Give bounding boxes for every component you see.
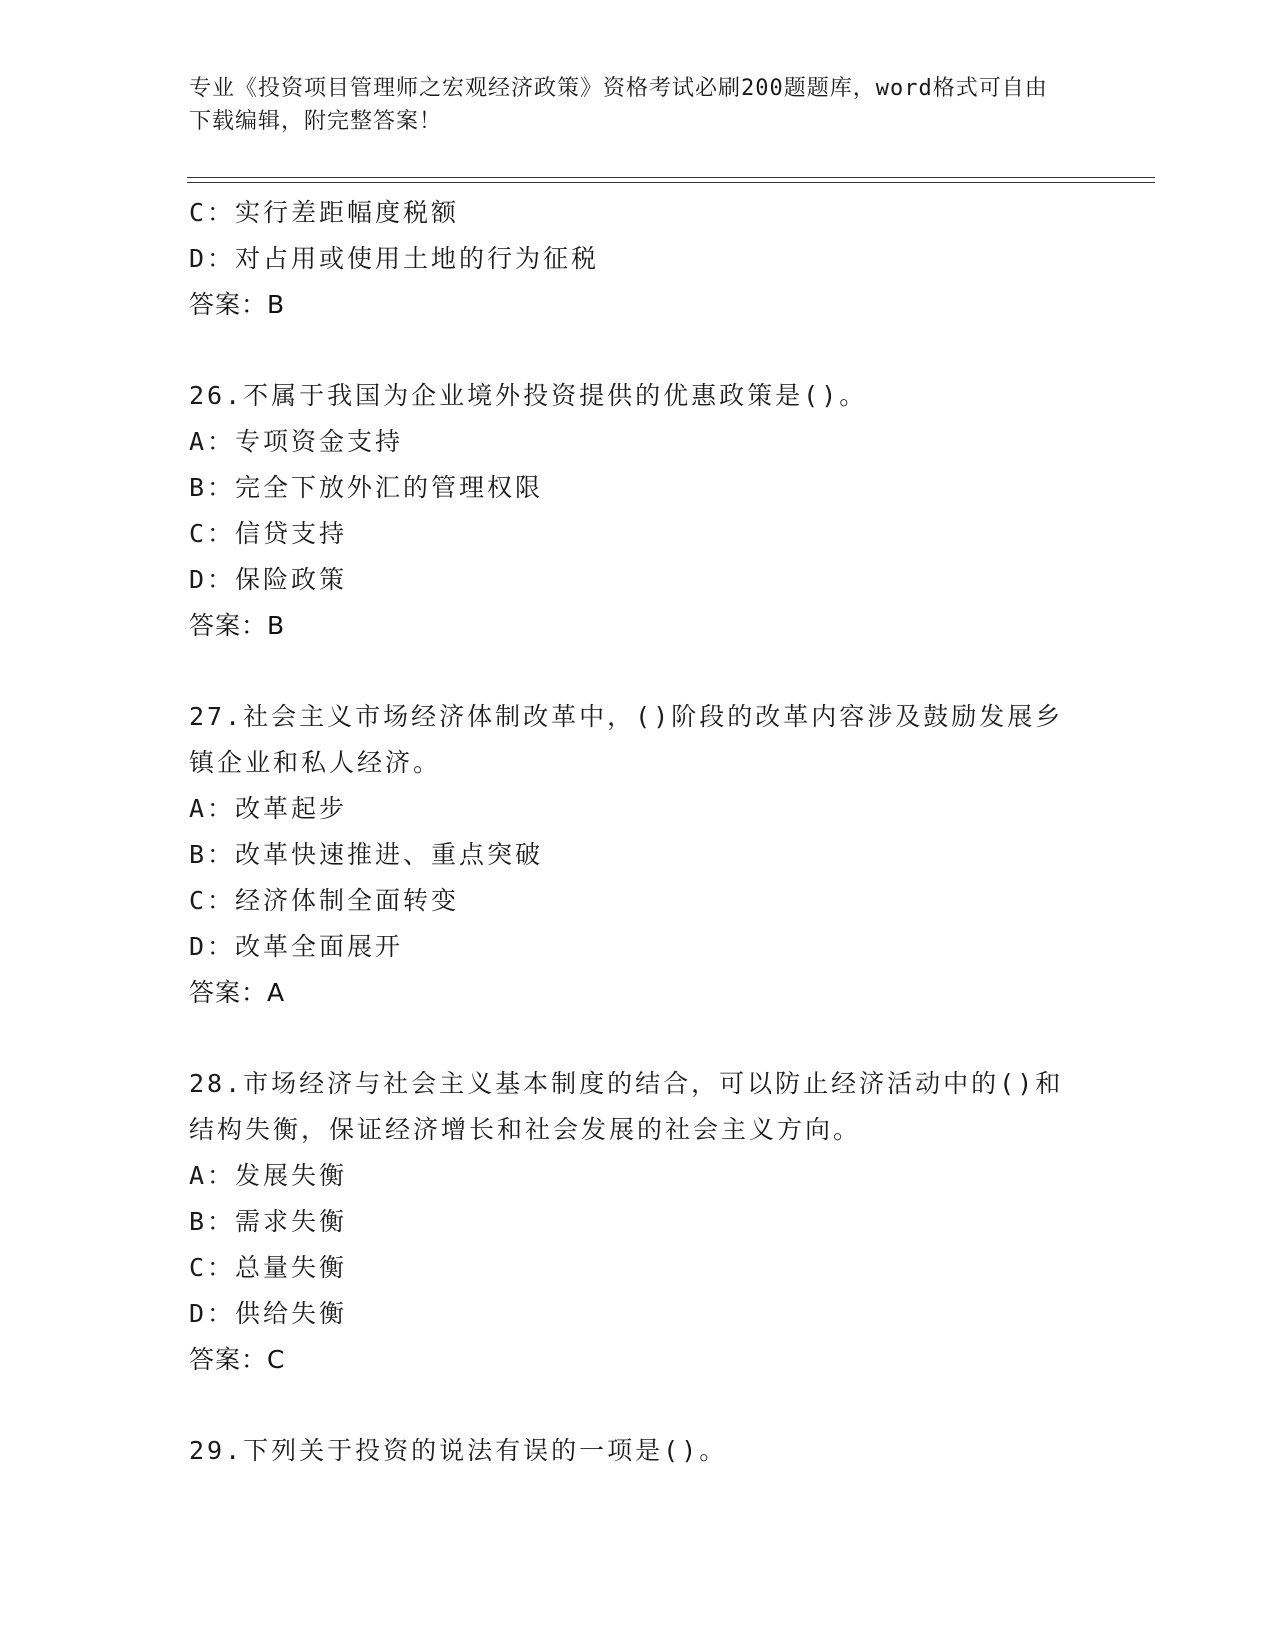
answer: 答案：C	[189, 1345, 286, 1374]
option-c: C：经济体制全面转变	[189, 886, 460, 915]
question-27	[189, 694, 1089, 1016]
header-divider-bottom	[187, 182, 1155, 183]
spacer	[189, 1016, 1089, 1061]
option-d: D：改革全面展开	[189, 932, 404, 961]
question-26	[189, 373, 1089, 649]
option-d: D：供给失衡	[189, 1299, 348, 1328]
option-a: A：改革起步	[189, 794, 348, 823]
question-28	[189, 1061, 1089, 1383]
question-list	[189, 190, 1089, 1474]
question-text: 28.市场经济与社会主义基本制度的结合，可以防止经济活动中的()和结构失衡，保证经济增长和社会发展的社会主义方向。	[189, 1069, 1064, 1144]
document-header-title: 专业《投资项目管理师之宏观经济政策》资格考试必刷200题题库，word格式可自由下载编辑，附完整答案！	[189, 76, 1048, 134]
question-text: 29.下列关于投资的说法有误的一项是()。	[189, 1436, 728, 1465]
spacer	[189, 328, 1089, 373]
option-c: C：实行差距幅度税额	[189, 198, 460, 227]
header-divider-top	[187, 177, 1155, 178]
option-c: C：总量失衡	[189, 1253, 348, 1282]
option-d: D：对占用或使用土地的行为征税	[189, 244, 600, 273]
question-29	[189, 1428, 1089, 1474]
question-text: 27.社会主义市场经济体制改革中，()阶段的改革内容涉及鼓励发展乡镇企业和私人经济。	[189, 702, 1064, 777]
option-a: A：发展失衡	[189, 1161, 348, 1190]
spacer	[189, 1383, 1089, 1428]
answer: 答案：B	[189, 290, 286, 319]
spacer	[189, 649, 1089, 694]
option-c: C：信贷支持	[189, 519, 348, 548]
option-b: B：改革快速推进、重点突破	[189, 840, 544, 869]
question-25-continued	[189, 190, 1089, 328]
option-d: D：保险政策	[189, 565, 348, 594]
answer: 答案：B	[189, 611, 286, 640]
answer: 答案：A	[189, 978, 286, 1007]
option-a: A：专项资金支持	[189, 427, 404, 456]
option-b: B：完全下放外汇的管理权限	[189, 473, 544, 502]
option-b: B：需求失衡	[189, 1207, 348, 1236]
question-text: 26.不属于我国为企业境外投资提供的优惠政策是()。	[189, 381, 868, 410]
